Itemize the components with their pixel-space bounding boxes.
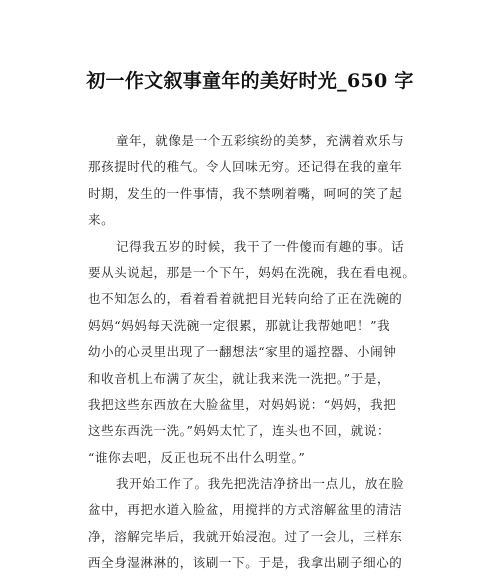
document-body bbox=[88, 128, 420, 577]
text-line: 我把这些东西放在大脸盆里，对妈妈说：“妈妈，我把 bbox=[88, 396, 397, 412]
text-line: 那孩提时代的稚气。令人回味无穷。还记得在我的童年 bbox=[88, 159, 403, 175]
text-line: 记得我五岁的时候，我干了一件傻而有趣的事。话 bbox=[116, 238, 405, 254]
text-line: 盆中，再把水道入脸盆，用搅拌的方式溶解盆里的清洁 bbox=[88, 502, 403, 518]
text-line: 和收音机上布满了灰尘，就让我来洗一洗把。”于是， bbox=[88, 370, 391, 386]
text-line: 时期，发生的一件事情，我不禁咧着嘴，呵呵的笑了起 bbox=[88, 185, 403, 201]
text-line: 幼小的心灵里出现了一翻想法“家里的遥控器、小闹钟 bbox=[88, 344, 397, 360]
text-line: 净，溶解完毕后，我就开始浸泡。过了一会儿，三样东 bbox=[88, 528, 403, 544]
text-line: 要从头说起，那是一个下午，妈妈在洗碗，我在看电视。 bbox=[88, 264, 416, 280]
text-line: 来。 bbox=[88, 212, 115, 228]
text-line: 这些东西洗一洗。”妈妈太忙了，连头也不回，就说： bbox=[88, 423, 391, 439]
text-line: 童年，就像是一个五彩缤纷的美梦，充满着欢乐与 bbox=[116, 133, 405, 148]
text-line: “谁你去吧，反正也玩不出什么明堂。” bbox=[88, 449, 306, 465]
text-line: 西全身湿淋淋的，该刷一下。于是，我拿出刷子细心的 bbox=[88, 555, 403, 571]
text-line: 我开始工作了。我先把洗洁净挤出一点儿，放在脸 bbox=[116, 476, 405, 492]
document-title: 初一作文叙事童年的美好时光_650 字 bbox=[86, 70, 414, 92]
text-line: 妈妈“妈妈每天洗碗一定很累，那就让我帮她吧！”我 bbox=[88, 317, 391, 333]
text-line: 也不知怎么的，看着看着就把目光转向给了正在洗碗的 bbox=[88, 291, 403, 307]
